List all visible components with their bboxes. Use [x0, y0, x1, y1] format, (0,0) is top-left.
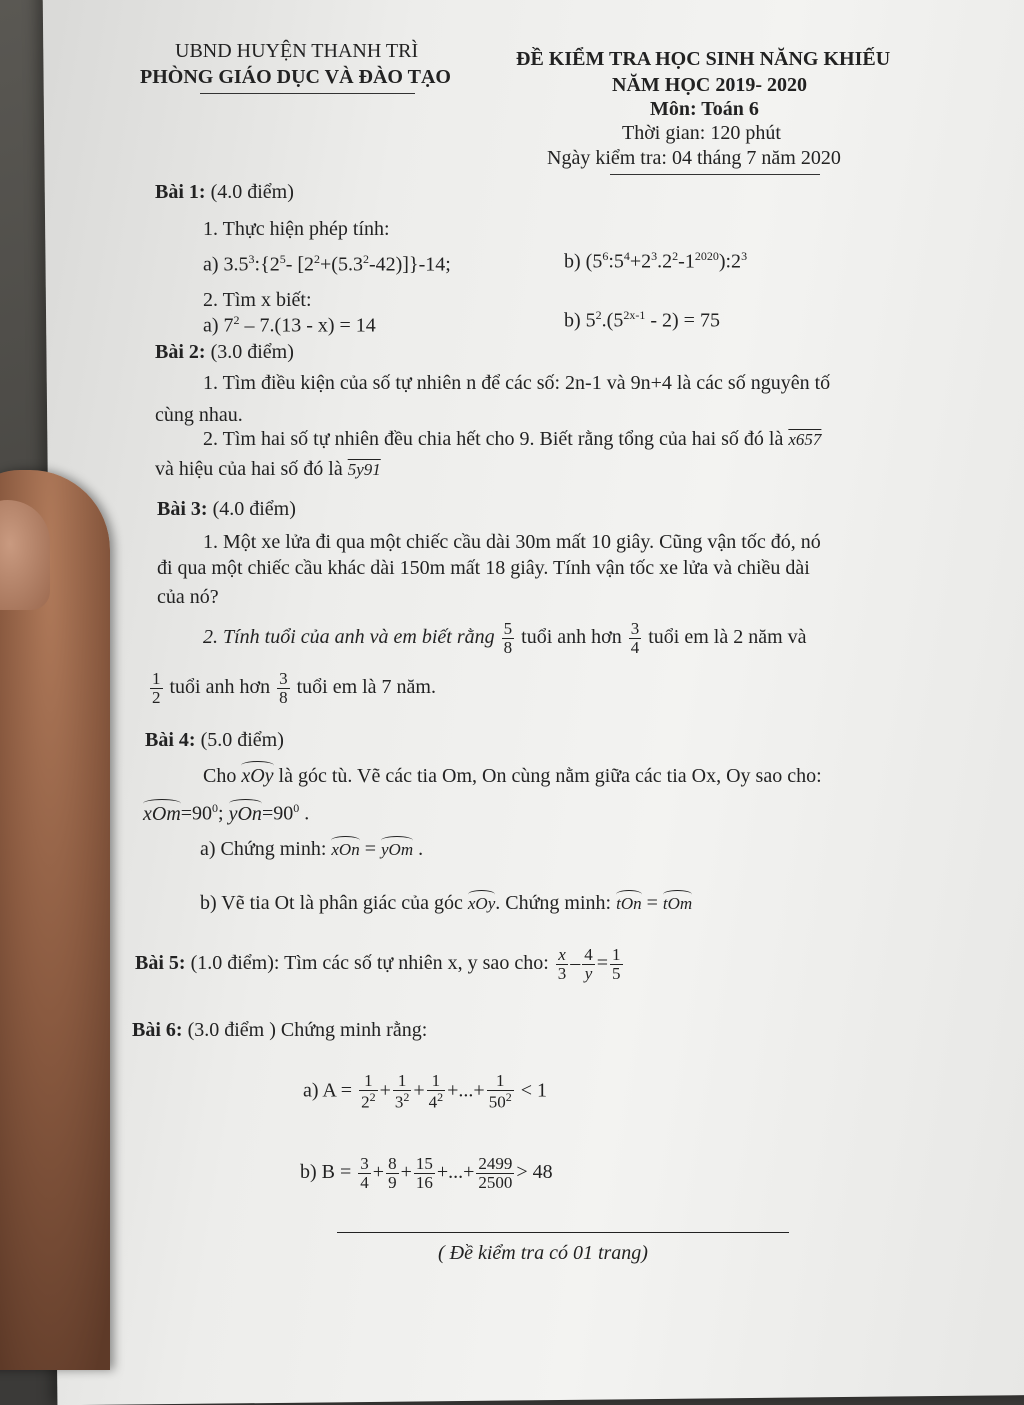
- bai3-heading: Bài 3: (4.0 điểm): [157, 498, 296, 520]
- bai3-q1-line3: của nó?: [157, 586, 219, 608]
- bai2-q2-line1: 2. Tìm hai số tự nhiên đều chia hết cho 9. Biết rằng tổng của hai số đó là x657: [203, 428, 822, 450]
- bai2-q1-line1: 1. Tìm điều kiện của số tự nhiên n để các số: 2n-1 và 9n+4 là các số nguyên tố: [203, 372, 831, 394]
- district-name: UBND HUYỆN THANH TRÌ: [175, 40, 419, 62]
- difference-number: 5y91: [347, 460, 381, 479]
- thumb: [0, 470, 110, 1370]
- footer-note: ( Đề kiểm tra có 01 trang): [438, 1242, 648, 1264]
- bai1-q1: 1. Thực hiện phép tính:: [203, 218, 390, 240]
- department-underline: [200, 93, 415, 94]
- sum-number: x657: [788, 430, 822, 449]
- bai1-q1a-expression: a) $3.5^3:\{2^5-$ $[2^2+(5.3^2-42)]\}-14$;: [203, 252, 451, 276]
- duration: Thời gian: 120 phút: [622, 122, 781, 144]
- subject: Môn: Toán 6: [650, 98, 759, 120]
- angle-yOn: yOn: [228, 802, 262, 825]
- bai4-statement-line2: $xOm=90^0$; $yOn=90^0$ .: [143, 801, 310, 825]
- bai2-q1-line2: cùng nhau.: [155, 404, 243, 426]
- fraction-5-8: $\frac{5}{8}$: [503, 619, 513, 657]
- bai1-heading: Bài 1: (4.0 điểm): [155, 181, 294, 203]
- bai1-q2a-equation: a) $7^2 - 7.(13 - x) = 14$: [203, 313, 376, 337]
- bai3-q2-line1: 2. Tính tuổi của anh và em biết rằng $\frac{5}{8}$ tuổi anh hơn $\frac{3}{4}$ tuổi em là 2 năm và: [203, 619, 807, 657]
- fraction-4-y: $\frac{4}{y}$: [584, 945, 593, 983]
- exam-date: Ngày kiểm tra: 04 tháng 7 năm 2020: [547, 147, 841, 169]
- angle-xOy: xOy: [241, 765, 274, 787]
- bai1-q1b-expression: b) $(5^6:5^4+2^3.2^2-1^{2020}):2^3$: [564, 249, 748, 273]
- footer-rule: [337, 1232, 789, 1233]
- bai6-part-a: a) A = $\frac{1}{2^2}$ + $\frac{1}{3^2}$ + $\frac{1}{4^2}$ +...+ $\frac{1}{50^2}$ < 1: [303, 1071, 547, 1112]
- fraction-3-4: $\frac{3}{4}$: [630, 619, 640, 657]
- date-underline: [610, 174, 820, 175]
- bai5-line: Bài 5: (1.0 điểm): Tìm các số tự nhiên x, y sao cho: $\frac{x}{3}$ – $\frac{4}{y}$ = $\frac{1}{5}$: [135, 945, 621, 983]
- bai1-q2b-equation: b) $5^2.(5^{2x-1} - 2) = 75$: [564, 308, 720, 332]
- fraction-3-8: $\frac{3}{8}$: [279, 669, 288, 707]
- bai6-heading: Bài 6: (3.0 điểm ) Chứng minh rằng:: [132, 1019, 428, 1041]
- bai3-q2-line2: $\frac{1}{2}$ tuổi anh hơn $\frac{3}{8}$ tuổi em là 7 năm.: [152, 669, 436, 707]
- exam-title: ĐỀ KIỂM TRA HỌC SINH NĂNG KHIẾU: [516, 48, 891, 70]
- school-year: NĂM HỌC 2019- 2020: [612, 74, 807, 96]
- department-name: PHÒNG GIÁO DỤC VÀ ĐÀO TẠO: [140, 66, 451, 88]
- bai4-part-a: a) Chứng minh: xOn = yOm .: [200, 838, 424, 860]
- fraction-x-3: $\frac{x}{3}$: [557, 945, 567, 983]
- bai2-q2-line2: và hiệu của hai số đó là 5y91: [155, 458, 381, 480]
- bai3-q1-line2: đi qua một chiếc cầu khác dài 150m mất 18 giây. Tính vận tốc xe lửa và chiều dài: [157, 557, 810, 579]
- bai3-q1-line1: 1. Một xe lửa đi qua một chiếc cầu dài 30m mất 10 giây. Cũng vận tốc đó, nó: [203, 531, 821, 553]
- fraction-1-5: $\frac{1}{5}$: [612, 945, 621, 983]
- bai2-heading: Bài 2: (3.0 điểm): [155, 341, 294, 363]
- bai4-part-b: b) Vẽ tia Ot là phân giác của góc xOy. Chứng minh: tOn = tOm: [200, 892, 693, 914]
- fraction-1-2: $\frac{1}{2}$: [152, 669, 161, 707]
- angle-xOm: xOm: [143, 802, 181, 825]
- bai4-heading: Bài 4: (5.0 điểm): [145, 729, 284, 751]
- bai1-q2: 2. Tìm x biết:: [203, 289, 312, 311]
- bai4-statement-line1: Cho xOy là góc tù. Vẽ các tia Om, On cùng nằm giữa các tia Ox, Oy sao cho:: [203, 765, 822, 787]
- bai6-part-b: b) B = $\frac{3}{4}$ + $\frac{8}{9}$ + $\frac{15}{16}$ +...+ $\frac{2499}{2500}$ > 48: [300, 1154, 553, 1192]
